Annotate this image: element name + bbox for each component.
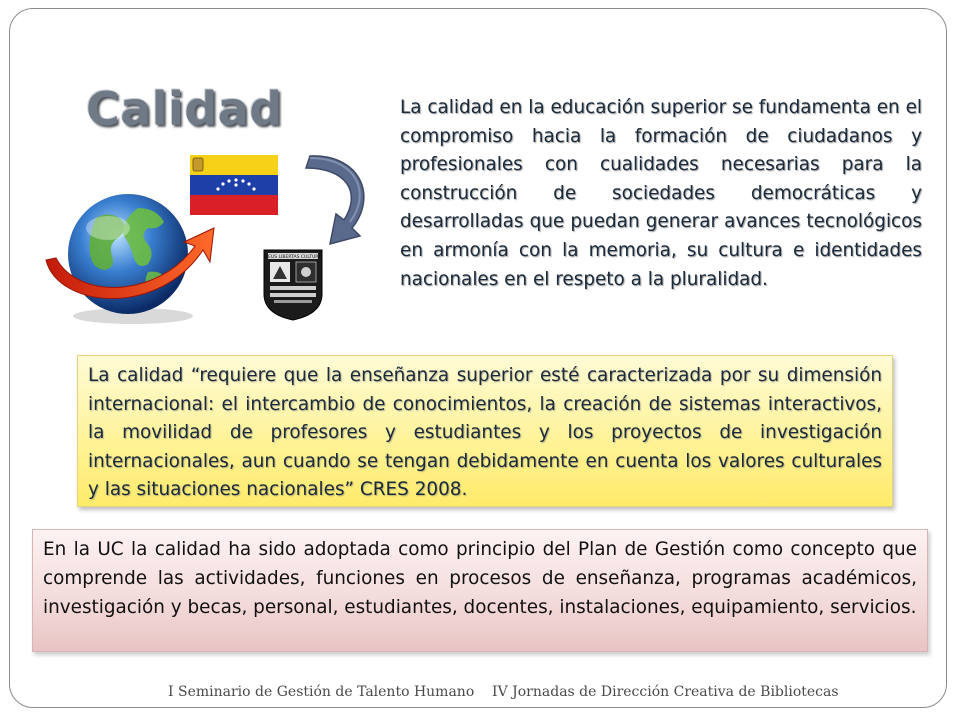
cres-quote-box: La calidad “requiere que la enseñanza superior esté caracterizada por su dimensión internacional: el intercambio de conocimientos, la creación de sistemas interactivos, la movilidad de profesores y estudiantes y los proyectos de investigación internacionales, aun cuando se tengan debidamente en cuenta los valores culturales y las situaciones nacionales” CRES 2008. — [77, 355, 893, 507]
slide-title: Calidad — [86, 82, 283, 136]
curved-arrow-icon — [300, 146, 380, 256]
footer-caption: I Seminario de Gestión de Talento Humano IV Jornadas de Dirección Creativa de Bibliotecas — [168, 684, 839, 700]
uc-quality-box: En la UC la calidad ha sido adoptada como principio del Plan de Gestión como concepto que comprende las actividades, funciones en procesos de enseñanza, programas académicos, investigación y becas, personal, estudiantes, docentes, instalaciones, equipamiento, servicios. — [32, 529, 928, 652]
crest-motto: DEUS LIBERTAS CULTURA — [264, 255, 322, 260]
university-crest-icon — [258, 246, 328, 322]
intro-paragraph: La calidad en la educación superior se fundamenta en el compromiso hacia la formación de ciudadanos y profesionales con cualidades necesarias para la construcción de sociedades democráticas y desarrolladas que puedan generar avances tecnológicos en armonía con la memoria, su cultura e identidades nacionales en el respeto a la pluralidad. — [400, 97, 922, 290]
venezuela-flag-icon — [190, 155, 278, 215]
